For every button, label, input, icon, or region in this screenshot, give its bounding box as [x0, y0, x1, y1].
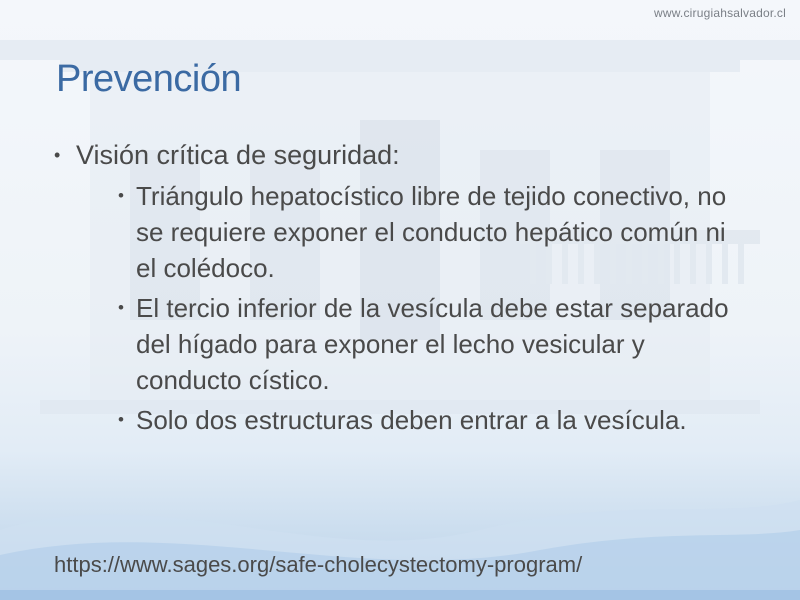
bullet-text: Visión crítica de seguridad:: [76, 140, 400, 170]
site-url: www.cirugiahsalvador.cl: [654, 6, 786, 20]
list-item: [76, 402, 744, 438]
bullet-list: [54, 136, 744, 442]
bottom-wave-decoration: [0, 460, 800, 600]
slide-title: Prevención: [56, 58, 242, 100]
source-link[interactable]: https://www.sages.org/safe-cholecystectomy-program/: [54, 552, 583, 577]
sub-bullet-text: Triángulo hepatocístico libre de tejido conectivo, no se requiere exponer el conducto hepático común ni el colédoco.: [136, 181, 727, 283]
bullet-icon: •: [118, 410, 124, 429]
list-item: [76, 178, 744, 286]
sub-bullet-list: [76, 178, 744, 438]
bullet-icon: •: [118, 298, 124, 317]
list-item: [76, 290, 744, 398]
list-item: [54, 136, 744, 438]
sub-bullet-text: Solo dos estructuras deben entrar a la vesícula.: [136, 405, 687, 435]
bullet-icon: •: [118, 186, 124, 205]
bullet-icon: •: [54, 145, 61, 165]
sub-bullet-text: El tercio inferior de la vesícula debe estar separado del hígado para exponer el lecho vesicular y conducto cístico.: [136, 293, 729, 395]
